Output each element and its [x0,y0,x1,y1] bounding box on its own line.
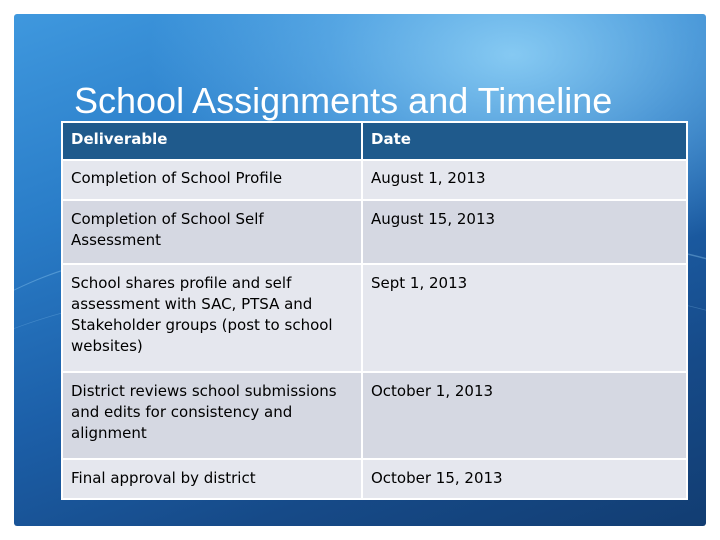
table-row [62,264,687,372]
deliverable-cell: Final approval by district [62,459,362,499]
date-cell: October 1, 2013 [362,372,687,459]
column-header-date: Date [362,122,687,160]
table-row [62,160,687,200]
date-cell: August 15, 2013 [362,200,687,264]
slide-background [14,14,706,526]
date-cell: Sept 1, 2013 [362,264,687,372]
table-header-row [62,122,687,160]
deliverable-cell: School shares profile and self assessment with SAC, PTSA and Stakeholder groups (post to school websites) [62,264,362,372]
table-row [62,200,687,264]
table-row [62,372,687,459]
date-cell: October 15, 2013 [362,459,687,499]
date-cell: August 1, 2013 [362,160,687,200]
column-header-deliverable: Deliverable [62,122,362,160]
deliverable-cell: Completion of School Profile [62,160,362,200]
slide-title: School Assignments and Timeline [74,80,613,121]
table-row [62,459,687,499]
timeline-table [61,121,688,500]
deliverable-cell: Completion of School Self Assessment [62,200,362,264]
deliverable-cell: District reviews school submissions and edits for consistency and alignment [62,372,362,459]
